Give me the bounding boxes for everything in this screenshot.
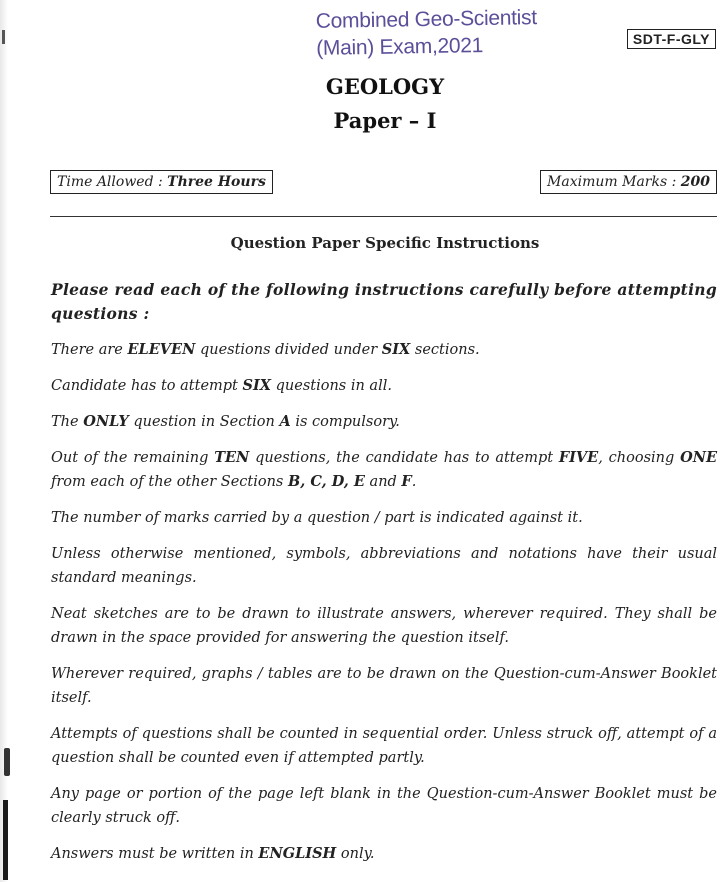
emphasis-text: F	[401, 473, 412, 490]
instruction-text: Attempts of questions shall be counted in sequential order. Unless struck off, attempt of a question shall be counted even if attempted partly.	[51, 726, 717, 766]
instruction-text: The number of marks carried by a question / part is indicated against it.	[51, 510, 583, 526]
instruction-text: and	[364, 474, 402, 490]
maximum-marks-label: Maximum Marks :	[547, 174, 677, 190]
instruction-item	[51, 374, 717, 398]
instruction-item	[51, 506, 717, 530]
instruction-item	[51, 722, 717, 770]
emphasis-text: ONE	[680, 449, 717, 466]
instruction-text: questions divided under	[195, 342, 382, 358]
instruction-text: Candidate has to attempt	[51, 378, 243, 394]
emphasis-text: SIX	[242, 377, 272, 394]
instruction-text: only.	[336, 846, 375, 862]
emphasis-text: ELEVEN	[127, 341, 196, 358]
paper-code: SDT-F-GLY	[627, 29, 716, 49]
instruction-item	[51, 446, 717, 494]
instruction-text: question in Section	[128, 414, 280, 430]
instruction-item	[51, 338, 717, 362]
instruction-text: The	[51, 414, 84, 430]
instructions-heading: Question Paper Specific Instructions	[230, 234, 540, 252]
instruction-text: Answers must be written in	[51, 846, 259, 862]
emphasis-text: SIX	[381, 341, 411, 358]
scan-mark	[3, 800, 8, 880]
instruction-text: sections.	[410, 342, 480, 358]
divider	[50, 216, 717, 217]
instruction-text: questions, the candidate has to attempt	[249, 450, 559, 466]
time-allowed-box	[50, 170, 273, 194]
instruction-item	[51, 602, 717, 650]
emphasis-text: ONLY	[83, 413, 129, 430]
maximum-marks-box	[540, 170, 717, 194]
instruction-item	[51, 662, 717, 710]
instruction-text: from each of the other Sections	[51, 474, 288, 490]
paper-title: Paper – I	[333, 108, 437, 133]
subject-title: GEOLOGY	[325, 74, 445, 99]
emphasis-text: FIVE	[558, 449, 599, 466]
instruction-text: questions in all.	[271, 378, 392, 394]
instruction-text: is compulsory.	[290, 414, 400, 430]
emphasis-text: B, C, D, E	[287, 473, 365, 490]
scan-mark	[2, 30, 5, 44]
time-allowed-label: Time Allowed :	[57, 174, 163, 190]
stamp-line-2: (Main) Exam,2021	[316, 34, 484, 60]
maximum-marks-value: 200	[680, 174, 710, 190]
emphasis-text: ENGLISH	[258, 845, 337, 862]
instructions-intro: Please read each of the following instructions carefully before attempting questions :	[51, 280, 717, 323]
stamp-line-1: Combined Geo-Scientist	[315, 6, 537, 33]
instruction-text: Any page or portion of the page left blank in the Question-cum-Answer Booklet must be clearly struck off.	[51, 786, 717, 826]
instruction-text: Out of the remaining	[51, 450, 215, 466]
instruction-text: , choosing	[598, 450, 681, 466]
instruction-text: Unless otherwise mentioned, symbols, abbreviations and notations have their usual standard meanings.	[51, 546, 717, 586]
instruction-item	[51, 782, 717, 830]
instruction-text: Neat sketches are to be drawn to illustrate answers, wherever required. They shall be drawn in the space provided for answering the question itself.	[51, 606, 717, 646]
instructions-body	[51, 278, 717, 878]
exam-stamp	[316, 4, 538, 62]
scan-mark	[4, 748, 10, 776]
instruction-item	[51, 842, 717, 866]
emphasis-text: TEN	[214, 449, 250, 466]
instruction-list	[51, 338, 717, 866]
emphasis-text: A	[279, 413, 291, 430]
instruction-text: Wherever required, graphs / tables are to be drawn on the Question-cum-Answer Booklet itself.	[51, 666, 717, 706]
instruction-text: There are	[51, 342, 128, 358]
instruction-item	[51, 542, 717, 590]
time-allowed-value: Three Hours	[167, 174, 266, 190]
instruction-item	[51, 410, 717, 434]
instruction-text: .	[411, 474, 417, 490]
